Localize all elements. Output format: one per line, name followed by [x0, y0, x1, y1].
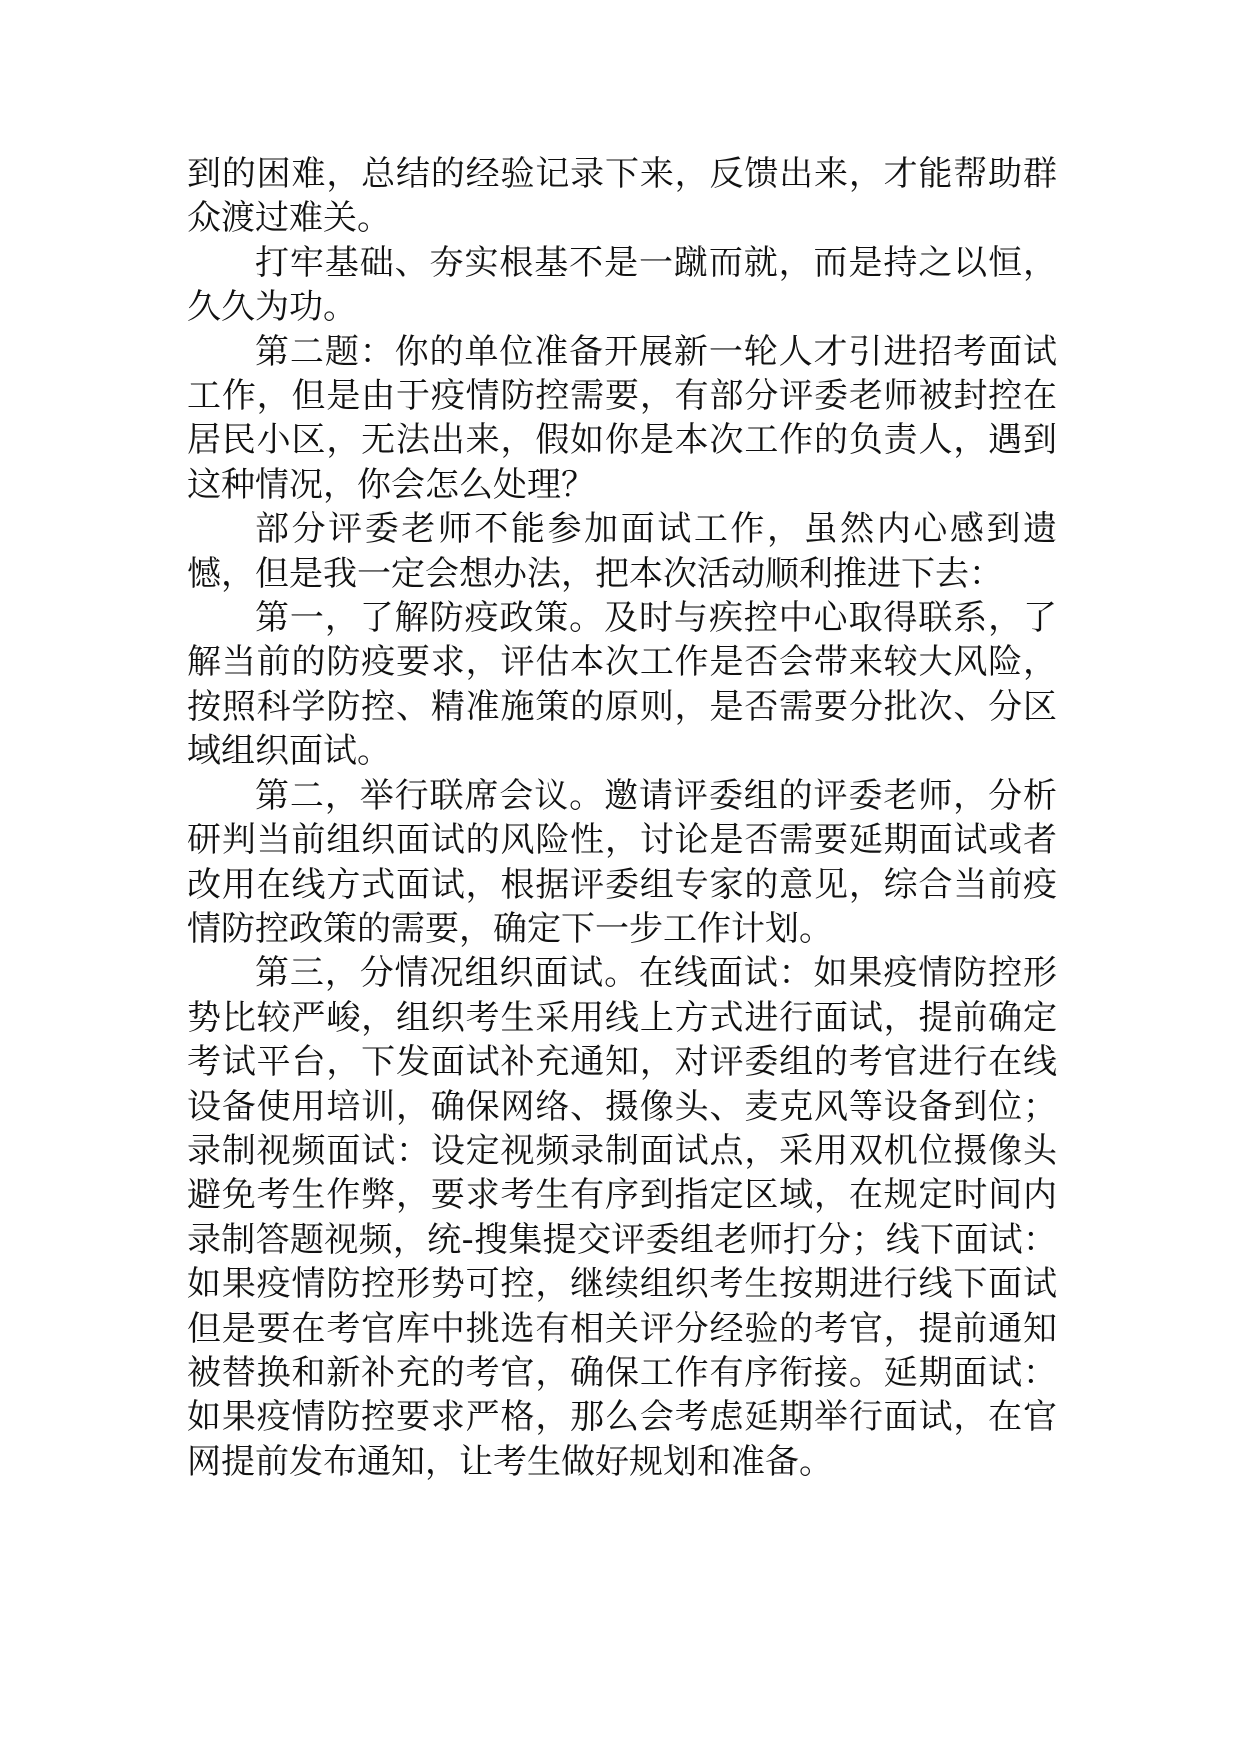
paragraph-question-two: 第二题：你的单位准备开展新一轮人才引进招考面试工作，但是由于疫情防控需要，有部分评委老师被封控在居民小区，无法出来，假如你是本次工作的负责人，遇到这种情况，你会怎么处理？ [187, 331, 1057, 505]
paragraph-continuation: 到的困难，总结的经验记录下来，反馈出来，才能帮助群众渡过难关。 [187, 154, 1057, 239]
paragraph-foundation: 打牢基础、夯实根基不是一蹴而就，而是持之以恒，久久为功。 [187, 242, 1057, 328]
document-body [187, 152, 1057, 1484]
paragraph-point-two: 第二，举行联席会议。邀请评委组的评委老师，分析研判当前组织面试的风险性，讨论是否需要延期面试或者改用在线方式面试，根据评委组专家的意见，综合当前疫情防控政策的需要，确定下一步工作计划。 [187, 775, 1057, 949]
paragraph-answer-intro: 部分评委老师不能参加面试工作，虽然内心感到遗憾，但是我一定会想办法，把本次活动顺利推进下去： [187, 509, 1057, 594]
paragraph-point-one: 第一，了解防疫政策。及时与疾控中心取得联系，了解当前的防疫要求，评估本次工作是否会带来较大风险，按照科学防控、精准施策的原则，是否需要分批次、分区域组织面试。 [187, 598, 1057, 772]
paragraph-point-three: 第三，分情况组织面试。在线面试：如果疫情防控形势比较严峻，组织考生采用线上方式进行面试，提前确定考试平台，下发面试补充通知，对评委组的考官进行在线设备使用培训，确保网络、摄像头、麦克风等设备到位；录制视频面试：设定视频录制面试点，采用双机位摄像头避免考生作弊，要求考生有序到指定区域，在规定时间内录制答题视频，统-搜集提交评委组老师打分；线下面试：如果疫情防控形势可控，继续组织考生按期进行线下面试但是要在考官库中挑选有相关评分经验的考官，提前通知被替换和新补充的考官，确保工作有序衔接。延期面试：如果疫情防控要求严格，那么会考虑延期举行面试，在官网提前发布通知，让考生做好规划和准备。 [187, 953, 1057, 1482]
